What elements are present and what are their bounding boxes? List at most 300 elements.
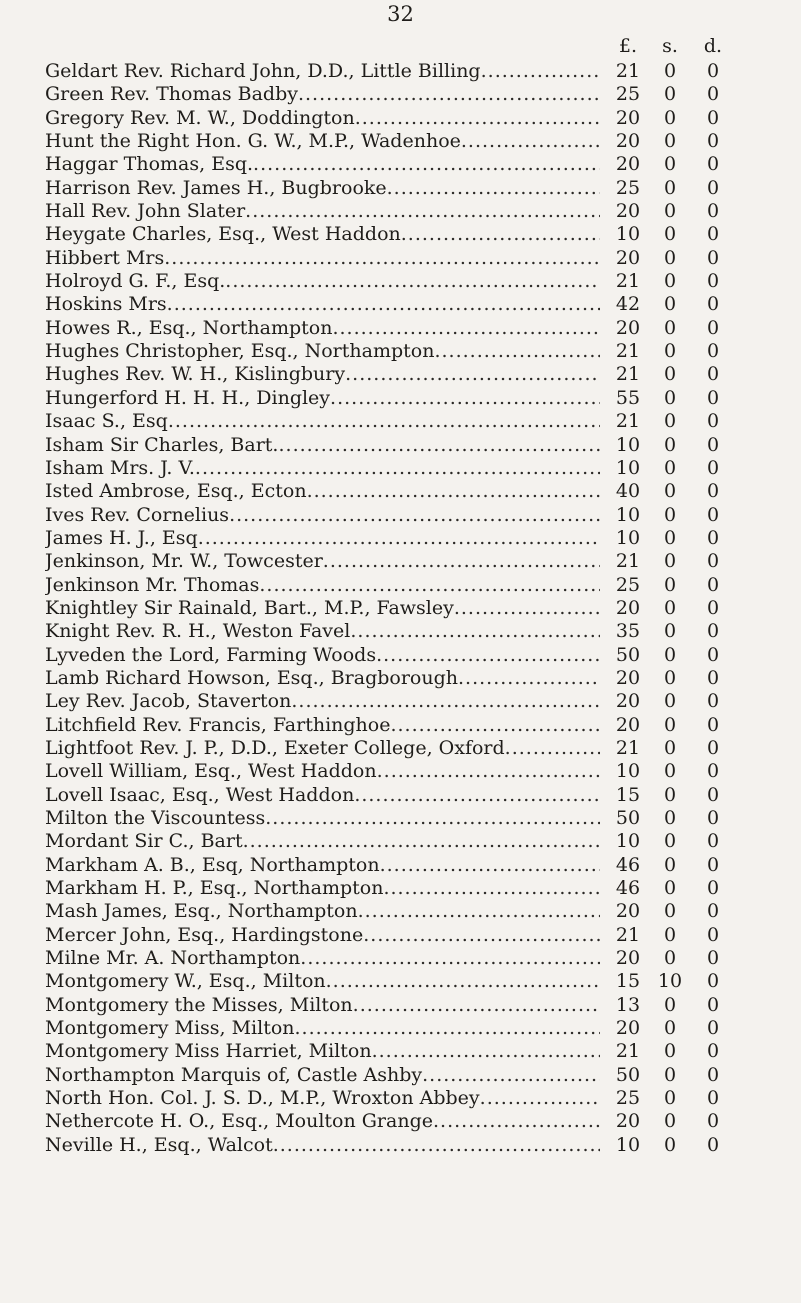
list-item bbox=[0, 1110, 801, 1133]
leader-dots bbox=[383, 877, 600, 900]
shillings-value: 0 bbox=[663, 713, 677, 736]
pence-value: 0 bbox=[706, 270, 720, 293]
shillings-value: 0 bbox=[663, 760, 677, 783]
subscriber-name: Hughes Rev. W. H., Kislingbury bbox=[45, 363, 346, 386]
pence-value: 0 bbox=[706, 690, 720, 713]
pounds-value: 20 bbox=[615, 666, 641, 689]
subscriber-name-cell bbox=[45, 153, 600, 176]
pounds-value: 10 bbox=[615, 830, 641, 853]
subscriber-name: Hall Rev. John Slater bbox=[45, 200, 246, 223]
subscriber-name-cell bbox=[45, 877, 600, 900]
leader-dots bbox=[363, 924, 600, 947]
list-item bbox=[0, 247, 801, 270]
leader-dots bbox=[307, 480, 600, 503]
pence-value: 0 bbox=[706, 550, 720, 573]
list-item bbox=[0, 387, 801, 410]
subscriber-name-cell bbox=[45, 760, 600, 783]
subscriber-name: Milne Mr. A. Northampton bbox=[45, 947, 301, 970]
pounds-value: 21 bbox=[615, 270, 641, 293]
pounds-value: 10 bbox=[615, 433, 641, 456]
list-item bbox=[0, 574, 801, 597]
pence-value: 0 bbox=[706, 526, 720, 549]
leader-dots bbox=[198, 527, 600, 550]
pence-header: d. bbox=[703, 35, 723, 57]
pounds-value: 55 bbox=[615, 386, 641, 409]
shillings-value: 0 bbox=[663, 1087, 677, 1110]
list-item bbox=[0, 107, 801, 130]
subscriber-name-cell bbox=[45, 830, 600, 853]
list-item bbox=[0, 527, 801, 550]
shillings-value: 0 bbox=[663, 666, 677, 689]
pence-value: 0 bbox=[706, 760, 720, 783]
pounds-value: 20 bbox=[615, 246, 641, 269]
leader-dots bbox=[355, 107, 600, 130]
list-item bbox=[0, 714, 801, 737]
subscriber-name-cell bbox=[45, 714, 600, 737]
subscriber-name: Hibbert Mrs bbox=[45, 246, 165, 269]
leader-dots bbox=[332, 317, 600, 340]
shillings-value: 0 bbox=[663, 106, 677, 129]
list-item bbox=[0, 854, 801, 877]
subscriber-name-cell bbox=[45, 597, 600, 620]
leader-dots bbox=[323, 550, 600, 573]
subscriber-name-cell bbox=[45, 410, 600, 433]
leader-dots bbox=[461, 130, 600, 153]
subscriber-name: Milton the Viscountess bbox=[45, 807, 266, 829]
shillings-value: 0 bbox=[663, 293, 677, 316]
leader-dots bbox=[354, 784, 600, 807]
pounds-value: 15 bbox=[615, 970, 641, 993]
subscriber-name: Hunt the Right Hon. G. W., M.P., Wadenhoe bbox=[45, 130, 461, 153]
shillings-value: 0 bbox=[663, 1133, 677, 1156]
list-item bbox=[0, 737, 801, 760]
pounds-value: 50 bbox=[615, 807, 641, 829]
list-item bbox=[0, 1040, 801, 1063]
leader-dots bbox=[434, 340, 600, 363]
list-item bbox=[0, 667, 801, 690]
leader-dots bbox=[458, 667, 600, 690]
subscriber-name: Ives Rev. Cornelius bbox=[45, 503, 230, 526]
pence-value: 0 bbox=[706, 246, 720, 269]
shillings-value: 0 bbox=[663, 83, 677, 106]
subscriber-name-cell bbox=[45, 994, 600, 1017]
shillings-value: 0 bbox=[663, 316, 677, 339]
subscriber-name: Holroyd G. F., Esq. bbox=[45, 270, 226, 293]
pounds-value: 35 bbox=[615, 620, 641, 643]
shillings-value: 0 bbox=[663, 947, 677, 970]
pence-value: 0 bbox=[706, 1017, 720, 1040]
subscriber-name: Mash James, Esq., Northampton bbox=[45, 900, 358, 923]
subscriber-name-cell bbox=[45, 620, 600, 643]
shillings-value: 0 bbox=[663, 807, 677, 829]
pence-value: 0 bbox=[706, 433, 720, 456]
leader-dots bbox=[273, 1134, 600, 1157]
shillings-value: 0 bbox=[663, 877, 677, 900]
shillings-value: 0 bbox=[663, 853, 677, 876]
pounds-value: 20 bbox=[615, 900, 641, 923]
shillings-value: 0 bbox=[663, 130, 677, 153]
subscriber-name: Isaac S., Esq bbox=[45, 410, 168, 433]
subscriber-list bbox=[0, 60, 801, 1157]
pounds-value: 25 bbox=[615, 573, 641, 596]
subscriber-name-cell bbox=[45, 644, 600, 667]
pence-value: 0 bbox=[706, 1087, 720, 1110]
pounds-value: 20 bbox=[615, 1110, 641, 1133]
list-item bbox=[0, 177, 801, 200]
pence-value: 0 bbox=[706, 503, 720, 526]
leader-dots bbox=[298, 83, 600, 106]
subscriber-name: Northampton Marquis of, Castle Ashby bbox=[45, 1063, 423, 1086]
subscriber-name: Hungerford H. H. H., Dingley bbox=[45, 386, 331, 409]
subscriber-name: Montgomery the Misses, Milton bbox=[45, 993, 353, 1016]
subscriber-name: Ley Rev. Jacob, Staverton bbox=[45, 690, 292, 713]
pounds-value: 50 bbox=[615, 643, 641, 666]
list-item bbox=[0, 340, 801, 363]
leader-dots bbox=[164, 247, 600, 270]
list-item bbox=[0, 363, 801, 386]
pounds-value: 21 bbox=[615, 1040, 641, 1063]
subscriber-name: Hoskins Mrs bbox=[45, 293, 167, 316]
leader-dots bbox=[278, 434, 600, 457]
column-headers bbox=[0, 35, 801, 61]
pence-value: 0 bbox=[706, 993, 720, 1016]
shillings-value: 0 bbox=[663, 386, 677, 409]
subscriber-name-cell bbox=[45, 130, 600, 153]
subscriber-name: Knightley Sir Rainald, Bart., M.P., Fawsley bbox=[45, 596, 454, 619]
shillings-value: 0 bbox=[663, 270, 677, 293]
subscriber-name-cell bbox=[45, 340, 600, 363]
subscriber-name-cell bbox=[45, 527, 600, 550]
pounds-value: 20 bbox=[615, 200, 641, 223]
list-item bbox=[0, 434, 801, 457]
pence-value: 0 bbox=[706, 596, 720, 619]
shillings-value: 0 bbox=[663, 526, 677, 549]
pence-value: 0 bbox=[706, 713, 720, 736]
pounds-value: 20 bbox=[615, 130, 641, 153]
pence-value: 0 bbox=[706, 223, 720, 246]
subscriber-name-cell bbox=[45, 457, 600, 480]
subscriber-name: Nethercote H. O., Esq., Moulton Grange bbox=[45, 1110, 433, 1133]
pence-value: 0 bbox=[706, 153, 720, 176]
list-item bbox=[0, 690, 801, 713]
pounds-value: 10 bbox=[615, 223, 641, 246]
pounds-value: 46 bbox=[615, 877, 641, 900]
leader-dots bbox=[300, 947, 600, 970]
subscriber-name: Howes R., Esq., Northampton bbox=[45, 316, 333, 339]
leader-dots bbox=[243, 830, 600, 853]
list-item bbox=[0, 223, 801, 246]
subscriber-name: Markham H. P., Esq., Northampton bbox=[45, 877, 384, 900]
shillings-value: 0 bbox=[663, 550, 677, 573]
pounds-value: 21 bbox=[615, 410, 641, 433]
leader-dots bbox=[387, 177, 600, 200]
pounds-value: 25 bbox=[615, 83, 641, 106]
subscriber-name: Mercer John, Esq., Hardingstone bbox=[45, 923, 364, 946]
list-item bbox=[0, 830, 801, 853]
pence-value: 0 bbox=[706, 363, 720, 386]
subscriber-name-cell bbox=[45, 480, 600, 503]
subscriber-name-cell bbox=[45, 854, 600, 877]
pence-value: 0 bbox=[706, 106, 720, 129]
pounds-value: 40 bbox=[615, 480, 641, 503]
list-item bbox=[0, 947, 801, 970]
leader-dots bbox=[225, 270, 600, 293]
pence-value: 0 bbox=[706, 130, 720, 153]
subscriber-name: Litchfield Rev. Francis, Farthinghoe bbox=[45, 713, 391, 736]
pounds-value: 20 bbox=[615, 1017, 641, 1040]
list-item bbox=[0, 970, 801, 993]
pence-value: 0 bbox=[706, 200, 720, 223]
list-item bbox=[0, 504, 801, 527]
list-item bbox=[0, 270, 801, 293]
subscriber-name: Isham Mrs. J. V. bbox=[45, 456, 195, 479]
pounds-value: 20 bbox=[615, 316, 641, 339]
list-item bbox=[0, 410, 801, 433]
subscriber-name: Montgomery Miss Harriet, Milton bbox=[45, 1040, 372, 1063]
subscriber-name-cell bbox=[45, 83, 600, 106]
subscriber-name-cell bbox=[45, 60, 600, 83]
pence-value: 0 bbox=[706, 970, 720, 993]
subscriber-name-cell bbox=[45, 1064, 600, 1087]
pounds-value: 21 bbox=[615, 363, 641, 386]
leader-dots bbox=[377, 760, 600, 783]
shillings-value: 0 bbox=[663, 573, 677, 596]
leader-dots bbox=[480, 1087, 600, 1110]
subscriber-name-cell bbox=[45, 363, 600, 386]
leader-dots bbox=[326, 970, 600, 993]
subscriber-name-cell bbox=[45, 107, 600, 130]
shillings-value: 0 bbox=[663, 1017, 677, 1040]
list-item bbox=[0, 760, 801, 783]
leader-dots bbox=[295, 1017, 600, 1040]
list-item bbox=[0, 924, 801, 947]
subscriber-name: Lightfoot Rev. J. P., D.D., Exeter College, Oxford bbox=[45, 736, 505, 759]
leader-dots bbox=[265, 807, 600, 830]
subscriber-name: Green Rev. Thomas Badby bbox=[45, 83, 298, 106]
shillings-value: 0 bbox=[663, 993, 677, 1016]
subscriber-name-cell bbox=[45, 1087, 600, 1110]
list-item bbox=[0, 480, 801, 503]
list-item bbox=[0, 130, 801, 153]
subscriber-name-cell bbox=[45, 317, 600, 340]
shillings-value: 0 bbox=[663, 923, 677, 946]
pence-value: 0 bbox=[706, 573, 720, 596]
subscriber-name-cell bbox=[45, 247, 600, 270]
subscriber-name: Jenkinson, Mr. W., Towcester bbox=[45, 550, 323, 573]
pounds-value: 20 bbox=[615, 106, 641, 129]
pence-value: 0 bbox=[706, 830, 720, 853]
shillings-value: 0 bbox=[663, 1110, 677, 1133]
pence-value: 0 bbox=[706, 620, 720, 643]
subscriber-name: Hughes Christopher, Esq., Northampton bbox=[45, 340, 435, 363]
subscriber-name: Isham Sir Charles, Bart. bbox=[45, 433, 279, 456]
subscriber-name: Lovell Isaac, Esq., West Haddon bbox=[45, 783, 355, 806]
subscriber-name: Mordant Sir C., Bart bbox=[45, 830, 243, 853]
leader-dots bbox=[195, 457, 600, 480]
shillings-value: 0 bbox=[663, 783, 677, 806]
shillings-value: 0 bbox=[663, 690, 677, 713]
leader-dots bbox=[358, 900, 600, 923]
subscriber-name-cell bbox=[45, 200, 600, 223]
subscriber-name-cell bbox=[45, 1040, 600, 1063]
pounds-value: 10 bbox=[615, 503, 641, 526]
list-item bbox=[0, 550, 801, 573]
pounds-value: 21 bbox=[615, 736, 641, 759]
leader-dots bbox=[168, 410, 600, 433]
pence-value: 0 bbox=[706, 923, 720, 946]
leader-dots bbox=[229, 504, 600, 527]
leader-dots bbox=[245, 200, 600, 223]
shillings-value: 0 bbox=[663, 643, 677, 666]
pounds-value: 20 bbox=[615, 690, 641, 713]
subscriber-name-cell bbox=[45, 504, 600, 527]
list-item bbox=[0, 1064, 801, 1087]
subscriber-name: Knight Rev. R. H., Weston Favel bbox=[45, 620, 351, 643]
subscriber-name-cell bbox=[45, 1017, 600, 1040]
pounds-value: 25 bbox=[615, 176, 641, 199]
shillings-value: 0 bbox=[663, 410, 677, 433]
subscriber-name: Heygate Charles, Esq., West Haddon bbox=[45, 223, 401, 246]
list-item bbox=[0, 83, 801, 106]
pence-value: 0 bbox=[706, 410, 720, 433]
shillings-value: 0 bbox=[663, 830, 677, 853]
pence-value: 0 bbox=[706, 60, 720, 82]
subscriber-name-cell bbox=[45, 737, 600, 760]
list-item bbox=[0, 784, 801, 807]
leader-dots bbox=[422, 1064, 600, 1087]
leader-dots bbox=[167, 293, 600, 316]
subscriber-name-cell bbox=[45, 177, 600, 200]
leader-dots bbox=[433, 1110, 600, 1133]
pounds-value: 10 bbox=[615, 760, 641, 783]
shillings-value: 0 bbox=[663, 736, 677, 759]
pounds-value: 46 bbox=[615, 853, 641, 876]
leader-dots bbox=[505, 737, 600, 760]
shillings-value: 0 bbox=[663, 176, 677, 199]
subscriber-name-cell bbox=[45, 900, 600, 923]
subscriber-name-cell bbox=[45, 1110, 600, 1133]
pence-value: 0 bbox=[706, 947, 720, 970]
leader-dots bbox=[350, 620, 600, 643]
pounds-value: 10 bbox=[615, 1133, 641, 1156]
subscriber-name-cell bbox=[45, 574, 600, 597]
pounds-value: 20 bbox=[615, 947, 641, 970]
subscriber-name-cell bbox=[45, 1134, 600, 1157]
pounds-value: 20 bbox=[615, 596, 641, 619]
pence-value: 0 bbox=[706, 386, 720, 409]
pounds-value: 13 bbox=[615, 993, 641, 1016]
list-item bbox=[0, 1017, 801, 1040]
list-item bbox=[0, 994, 801, 1017]
shillings-value: 0 bbox=[663, 60, 677, 82]
subscriber-name-cell bbox=[45, 387, 600, 410]
shillings-value: 0 bbox=[663, 1040, 677, 1063]
subscriber-name-cell bbox=[45, 293, 600, 316]
subscriber-name-cell bbox=[45, 434, 600, 457]
list-item bbox=[0, 457, 801, 480]
pence-value: 0 bbox=[706, 1063, 720, 1086]
shillings-value: 0 bbox=[663, 433, 677, 456]
pence-value: 0 bbox=[706, 1110, 720, 1133]
list-item bbox=[0, 153, 801, 176]
pence-value: 0 bbox=[706, 666, 720, 689]
subscriber-name: Markham A. B., Esq, Northampton bbox=[45, 853, 380, 876]
pence-value: 0 bbox=[706, 480, 720, 503]
list-item bbox=[0, 620, 801, 643]
subscriber-name: North Hon. Col. J. S. D., M.P., Wroxton Abbey bbox=[45, 1087, 480, 1110]
subscriber-name-cell bbox=[45, 947, 600, 970]
pounds-value: 42 bbox=[615, 293, 641, 316]
list-item bbox=[0, 597, 801, 620]
pence-value: 0 bbox=[706, 316, 720, 339]
shillings-value: 0 bbox=[663, 503, 677, 526]
pence-value: 0 bbox=[706, 643, 720, 666]
leader-dots bbox=[353, 994, 600, 1017]
leader-dots bbox=[253, 153, 600, 176]
pounds-value: 20 bbox=[615, 713, 641, 736]
shillings-value: 0 bbox=[663, 153, 677, 176]
leader-dots bbox=[390, 714, 600, 737]
subscriber-name-cell bbox=[45, 667, 600, 690]
leader-dots bbox=[372, 1040, 600, 1063]
subscriber-name: Haggar Thomas, Esq. bbox=[45, 153, 254, 176]
subscriber-name-cell bbox=[45, 807, 600, 830]
pounds-value: 21 bbox=[615, 340, 641, 363]
subscriber-name-cell bbox=[45, 924, 600, 947]
pence-value: 0 bbox=[706, 456, 720, 479]
pounds-value: 21 bbox=[615, 550, 641, 573]
subscriber-name: Geldart Rev. Richard John, D.D., Little Billing bbox=[45, 60, 481, 82]
list-item bbox=[0, 1134, 801, 1157]
subscriber-name: Lovell William, Esq., West Haddon bbox=[45, 760, 377, 783]
list-item bbox=[0, 317, 801, 340]
pence-value: 0 bbox=[706, 83, 720, 106]
shillings-value: 10 bbox=[657, 970, 683, 993]
subscriber-name: Harrison Rev. James H., Bugbrooke bbox=[45, 176, 387, 199]
subscriber-name: Neville H., Esq., Walcot bbox=[45, 1133, 273, 1156]
subscriber-name-cell bbox=[45, 270, 600, 293]
subscriber-name: James H. J., Esq bbox=[45, 526, 198, 549]
pounds-value: 10 bbox=[615, 526, 641, 549]
list-item bbox=[0, 900, 801, 923]
leader-dots bbox=[291, 690, 600, 713]
list-item bbox=[0, 644, 801, 667]
subscriber-name: Jenkinson Mr. Thomas bbox=[45, 573, 260, 596]
pence-value: 0 bbox=[706, 783, 720, 806]
subscriber-name: Lyveden the Lord, Farming Woods bbox=[45, 643, 377, 666]
subscriber-name-cell bbox=[45, 970, 600, 993]
subscriber-name: Isted Ambrose, Esq., Ecton bbox=[45, 480, 307, 503]
shillings-header: s. bbox=[662, 35, 678, 57]
pence-value: 0 bbox=[706, 900, 720, 923]
shillings-value: 0 bbox=[663, 1063, 677, 1086]
pence-value: 0 bbox=[706, 176, 720, 199]
page-number: 32 bbox=[387, 2, 414, 26]
shillings-value: 0 bbox=[663, 620, 677, 643]
leader-dots bbox=[330, 387, 600, 410]
pence-value: 0 bbox=[706, 293, 720, 316]
subscriber-name: Lamb Richard Howson, Esq., Bragborough bbox=[45, 666, 459, 689]
pence-value: 0 bbox=[706, 853, 720, 876]
pence-value: 0 bbox=[706, 807, 720, 829]
leader-dots bbox=[259, 574, 600, 597]
subscriber-name-cell bbox=[45, 690, 600, 713]
pence-value: 0 bbox=[706, 877, 720, 900]
pounds-value: 20 bbox=[615, 153, 641, 176]
subscriber-name: Gregory Rev. M. W., Doddington bbox=[45, 106, 355, 129]
shillings-value: 0 bbox=[663, 340, 677, 363]
leader-dots bbox=[401, 223, 600, 246]
